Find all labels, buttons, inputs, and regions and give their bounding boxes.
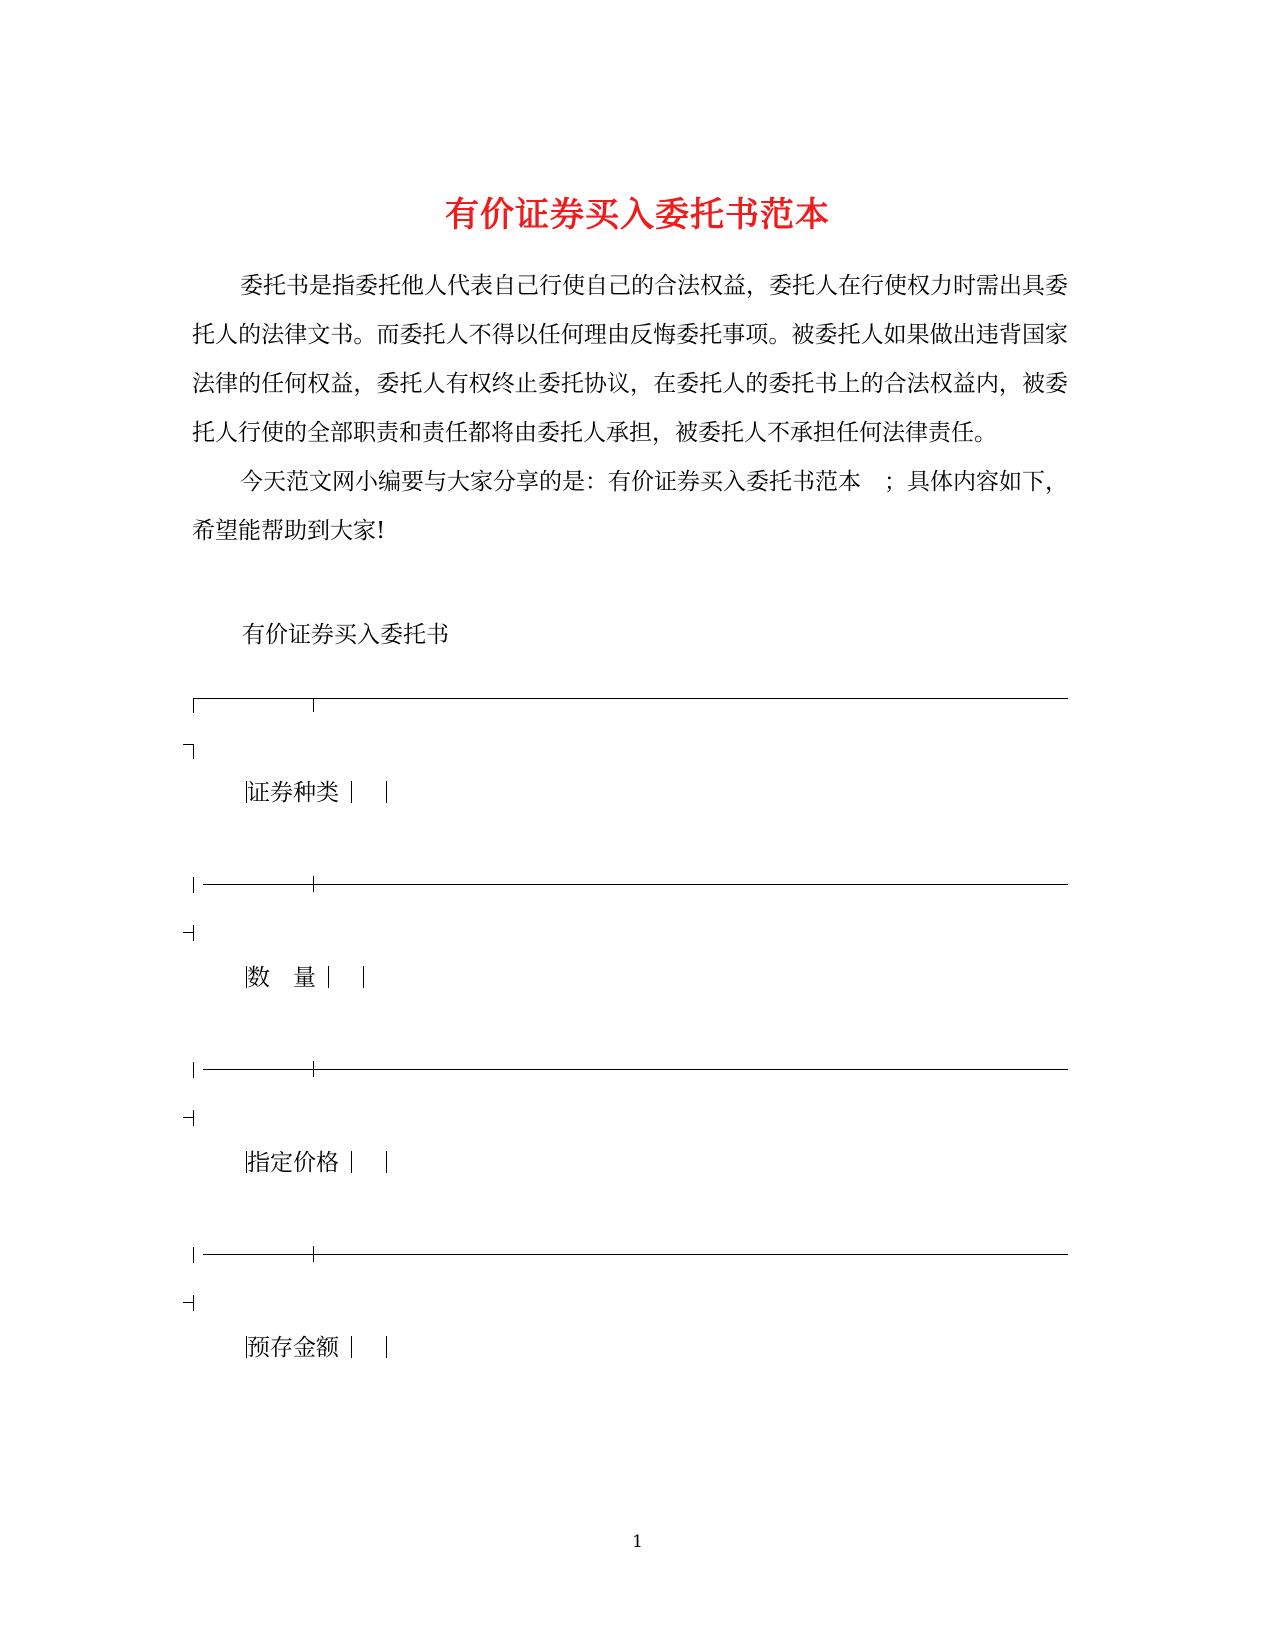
table-right-tee — [183, 1295, 194, 1311]
sub-heading: 有价证券买入委托书 — [242, 622, 449, 648]
table-row — [246, 1332, 387, 1364]
row-label-deposit-amount: 预存金额 — [247, 1335, 339, 1361]
cell-border-right — [386, 781, 387, 803]
table-left-tee — [193, 877, 204, 893]
table-right-tee-arm — [183, 932, 193, 933]
page-number: 1 — [632, 1532, 643, 1552]
share-paragraph: 今天范文网小编要与大家分享的是：有价证券买入委托书范本 ；具体内容如下，希望能帮助到大家! — [192, 469, 1068, 544]
table-row-divider — [203, 1254, 1068, 1255]
table-column-cross — [313, 876, 314, 892]
table-row-divider — [203, 884, 1068, 885]
table-top-left-corner — [193, 698, 204, 713]
table-row — [246, 962, 364, 994]
row-label-securities-type: 证券种类 — [247, 780, 339, 806]
table-right-tee-arm — [183, 1302, 193, 1303]
intro-paragraph: 委托书是指委托他人代表自己行使自己的合法权益，委托人在行使权力时需出具委托人的法律文书。而委托人不得以任何理由反悔委托事项。被委托人如果做出违背国家法律的任何权益，委托人有权终止委托协议，在委托人的委托书上的合法权益内，被委托人行使的全部职责和责任都将由委托人承担，被委托人不承担任何法律责任。 — [192, 273, 1068, 446]
cell-border-mid — [328, 966, 329, 988]
table-right-tee — [183, 1110, 194, 1126]
table-left-tee — [193, 1062, 204, 1078]
table-column-cross — [313, 1061, 314, 1077]
table-column-divider-top — [313, 698, 314, 712]
table-column-cross — [313, 1246, 314, 1262]
table-right-tee — [183, 925, 194, 941]
row-label-quantity: 数 量 — [247, 965, 316, 991]
table-row-divider — [203, 1069, 1068, 1070]
table-top-border — [203, 698, 1068, 699]
table-right-tee-arm — [183, 1117, 193, 1118]
body-text — [192, 262, 1068, 556]
table-left-tee — [193, 1247, 204, 1263]
table-row — [246, 1147, 387, 1179]
row-label-specified-price: 指定价格 — [247, 1150, 339, 1176]
cell-border-mid — [351, 1151, 352, 1173]
cell-border-right — [386, 1151, 387, 1173]
table-top-right-corner — [183, 744, 194, 759]
cell-border-mid — [351, 781, 352, 803]
table-row — [246, 777, 387, 809]
cell-border-right — [363, 966, 364, 988]
cell-border-right — [386, 1336, 387, 1358]
cell-border-mid — [351, 1336, 352, 1358]
document-title: 有价证券买入委托书范本 — [445, 194, 830, 235]
